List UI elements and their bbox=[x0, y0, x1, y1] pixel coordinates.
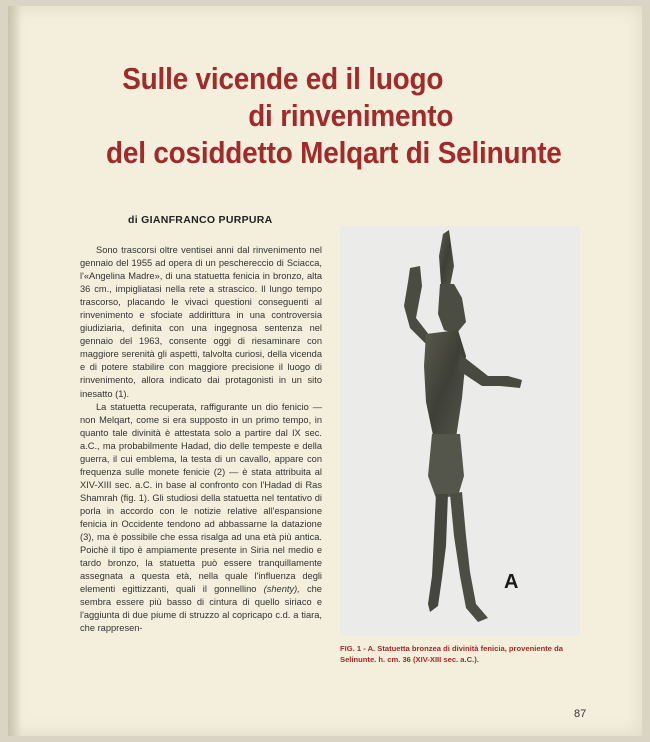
figure-caption: FIG. 1 - A. Statuetta bronzea di divinità fenicia, proveniente da Selinunte. h. cm. 36 (XIV-XIII sec. a.C.). bbox=[340, 644, 563, 664]
page-spine-shadow bbox=[8, 6, 22, 736]
journal-page bbox=[8, 6, 642, 736]
author-byline: di GIANFRANCO PURPURA bbox=[128, 214, 273, 226]
paragraph-2-text: La statuetta recuperata, raffigurante un dio fenicio — non Melqart, come si era supposto in un primo tempo, in quanto tale divinità è attestata solo a partire dal IX sec. a.C., ma probabilmente Hadad, dio delle tempeste e della guerra, il cui emblema, la testa di un cavallo, appare con frequenza sulle monete fenicie (2) — è stata attribuita al XIV-XIII sec. a.C. in base al confronto con l'Hadad di Ras Shamrah (fig. 1). Gli studiosi della statuetta nel tentativo di porla in accordo con le notizie relative all'espansione fenicia in Occidente tendono ad abbassarne la datazione (3), ma è possibile che essa risalga ad una età più antica. Poichè il tipo è ampiamente presente in Siria nel medio e tardo bronzo, la statuetta può essere tranquillamente assegnata a questa età, nella quale l'influenza degli elementi egittizzanti, quali il gonnellino bbox=[80, 401, 322, 595]
title-line-1: Sulle vicende ed il luogo bbox=[122, 61, 444, 96]
paragraph-2-continuation: che sembra essere più basso di cintura di quello siriaco e l'aggiunta di due piume di struzzo al copricapo c.d. a tiara, che rappresen- bbox=[80, 584, 322, 634]
bronze-statuette-figure bbox=[340, 226, 580, 636]
page-number: 87 bbox=[574, 708, 587, 720]
article-body bbox=[80, 244, 322, 635]
italic-term-shenty: (shenty), bbox=[263, 584, 300, 595]
figure-label: A bbox=[504, 571, 519, 593]
title-line-3: del cosiddetto Melqart di Selinunte bbox=[106, 135, 562, 170]
title-line-2: di rinvenimento bbox=[248, 98, 454, 133]
statuette-photograph bbox=[340, 226, 580, 636]
body-paragraph-1: Sono trascorsi oltre ventisei anni dal rinvenimento nel gennaio del 1955 ad opera di un peschereccio di Sciacca, l'«Angelina Madre», di una statuetta fenicia in bronzo, alta 36 cm., impigliatasi nella rete a strascico. Il lungo tempo trascorso, placando le vivaci questioni conseguenti al rinvenimento e sfociate addirittura in una controversia giudiziaria, definita con una ingegnosa sentenza nel gennaio del 1963, consente oggi di riesaminare con maggiore serenità gli aspetti, talvolta curiosi, della vicenda e di potere stabilire con maggiore precisione il luogo di rinvenimento, allora indicato dai protagonisti in un sito inesatto (1). bbox=[80, 245, 322, 399]
article-title bbox=[106, 60, 574, 171]
body-paragraph-2 bbox=[80, 401, 322, 636]
